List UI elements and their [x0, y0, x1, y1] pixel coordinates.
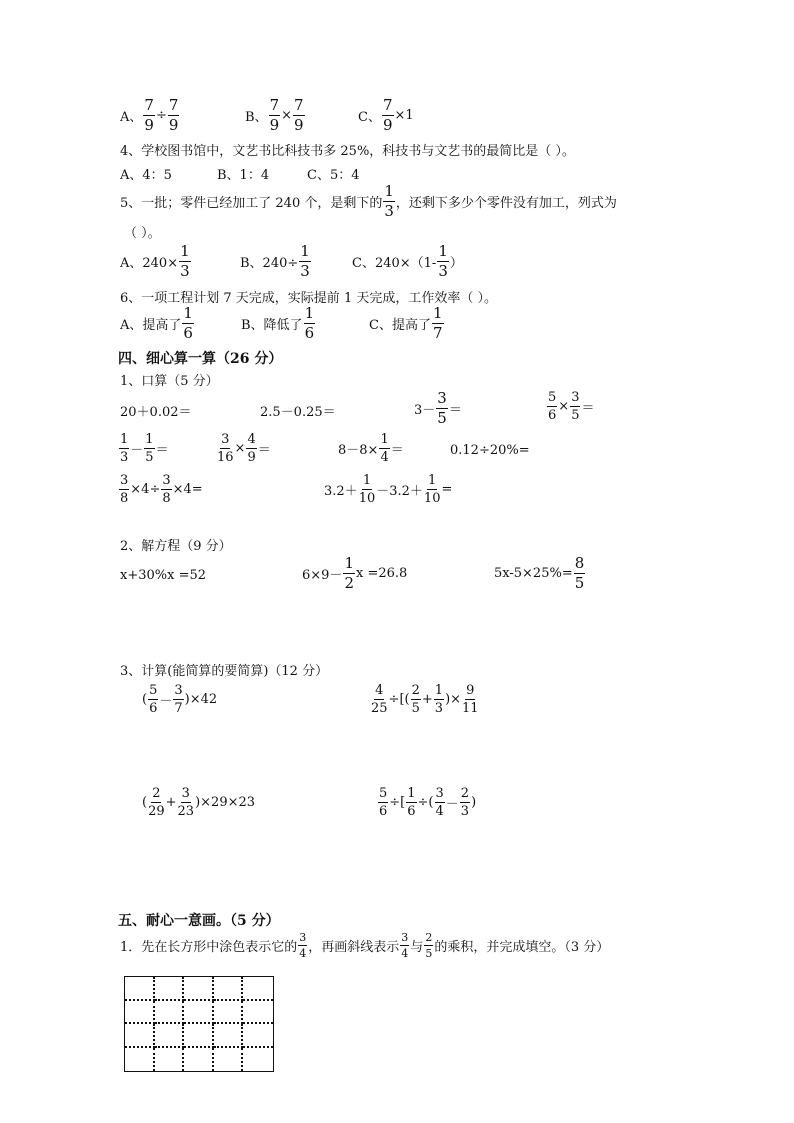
expr-text: ) — [471, 795, 477, 810]
q6-option-b — [241, 306, 316, 341]
expr-text: －3.2＋ — [376, 484, 423, 499]
operator: × — [234, 441, 246, 456]
operator: + — [421, 692, 433, 707]
fraction: $\frac{5}{6}$ — [149, 683, 158, 716]
section-5-title: 五、耐心一意画。（5 分） — [118, 913, 280, 929]
oral-item-3 — [414, 391, 462, 426]
expr-text: ＝ — [257, 443, 271, 458]
q6-option-c — [369, 306, 445, 341]
fraction: $\frac{3}{4}$ — [435, 786, 444, 819]
fraction: $\frac{2}{5}$ — [411, 683, 420, 716]
q5-option-a — [120, 244, 192, 279]
expr-text: 3－ — [414, 403, 436, 418]
expr-text: ×4÷ — [130, 482, 161, 497]
expr-text: ( — [142, 795, 148, 810]
grid-cell[interactable] — [155, 1048, 185, 1072]
q5-text: ，还剩下多少个零件没有加工，列式为 — [395, 196, 617, 211]
expr-text: ÷[ — [389, 795, 406, 810]
fraction: $\frac{1}{3}$ — [384, 182, 394, 220]
oral-item-10 — [324, 474, 452, 505]
grid-cell[interactable] — [184, 1048, 214, 1072]
q3-option-b — [245, 98, 306, 133]
fraction: $\frac{1}{5}$ — [145, 432, 154, 465]
option-b-label: B、 — [245, 110, 268, 125]
fraction: $\frac{1}{6}$ — [183, 304, 193, 342]
expr-text: 6×9－ — [302, 568, 343, 583]
equation-1: x+30%x =52 — [120, 568, 207, 583]
expr-text: ( — [142, 692, 148, 707]
q4-option-b: B、1：4 — [217, 168, 270, 183]
q-text: 1．先在长方形中涂色表示它的 — [120, 940, 298, 955]
fraction: $\frac{7}{9}$ — [144, 96, 154, 134]
expr-text: 5x-5×25%= — [494, 566, 573, 581]
expression-tail: ×1 — [394, 108, 414, 123]
expr-text: )×29×23 — [195, 795, 256, 810]
option-c-label: C、 — [358, 110, 381, 125]
grid-cell[interactable] — [214, 1024, 244, 1048]
fraction: $\frac{1}{10}$ — [358, 473, 376, 506]
oral-item-5 — [118, 433, 169, 464]
q5-text: 5、一批；零件已经加工了 240 个，是剩下的 — [120, 196, 383, 211]
expr-text: ÷( — [417, 795, 434, 810]
grid-cell[interactable] — [243, 1024, 273, 1048]
operator: × — [558, 399, 570, 414]
fraction: $\frac{7}{9}$ — [294, 96, 304, 134]
q3-option-c — [358, 98, 414, 133]
expr-text: x =26.8 — [355, 566, 408, 581]
grid-cell[interactable] — [155, 977, 185, 1001]
equation-3 — [494, 556, 586, 591]
grid-cell[interactable] — [214, 1001, 244, 1025]
q6-option-a — [120, 306, 195, 341]
oral-item-1: 20＋0.02＝ — [120, 405, 192, 420]
grid-cell[interactable] — [155, 1001, 185, 1025]
fraction: $\frac{3}{5}$ — [571, 390, 580, 423]
expr-text: ×4= — [172, 482, 203, 497]
operator: － — [130, 443, 144, 458]
question-5 — [120, 184, 617, 219]
fraction: $\frac{3}{16}$ — [217, 432, 234, 465]
fraction: $\frac{8}{5}$ — [574, 554, 585, 592]
equation-title: 2、解方程（9 分） — [120, 539, 232, 554]
grid-cell[interactable] — [214, 1048, 244, 1072]
q4-option-a: A、4：5 — [120, 168, 172, 183]
fraction: $\frac{3}{8}$ — [162, 473, 171, 506]
option-text: B、240÷ — [240, 256, 299, 271]
fraction: $\frac{2}{29}$ — [148, 786, 165, 819]
grid-cell[interactable] — [125, 1048, 155, 1072]
fraction: $\frac{1}{10}$ — [423, 473, 441, 506]
expr-text: 8－8× — [338, 443, 379, 458]
fraction: $\frac{1}{3}$ — [300, 242, 310, 280]
option-text: A、240× — [120, 256, 179, 271]
oral-item-8: 0.12÷20%= — [450, 443, 530, 458]
fraction: $\frac{3}{4}$ — [299, 931, 307, 960]
fraction: $\frac{1}{3}$ — [438, 242, 448, 280]
grid-cell[interactable] — [125, 1024, 155, 1048]
oral-item-7 — [338, 433, 404, 464]
option-a-label: A、 — [120, 110, 143, 125]
calc-item-2 — [370, 684, 480, 715]
operator: － — [159, 694, 173, 709]
option-text: ） — [449, 256, 463, 271]
expr-text: = — [441, 482, 453, 497]
grid-cell[interactable] — [125, 977, 155, 1001]
grid-cell[interactable] — [155, 1024, 185, 1048]
question-6: 6、一项工程计划 7 天完成，实际提前 1 天完成，工作效率（ ）。 — [120, 291, 497, 306]
equation-2 — [302, 556, 407, 591]
grid-cell[interactable] — [184, 1024, 214, 1048]
fraction: $\frac{7}{9}$ — [269, 96, 280, 134]
fraction: $\frac{7}{9}$ — [382, 96, 393, 134]
option-text: A、提高了 — [120, 318, 182, 333]
q3-options — [120, 98, 180, 133]
q5-answer-blank: （ ）。 — [124, 226, 161, 241]
grid-cell[interactable] — [243, 977, 273, 1001]
oral-item-6 — [216, 433, 271, 464]
expr-text: ÷[( — [388, 692, 410, 707]
fraction: $\frac{3}{4}$ — [401, 931, 409, 960]
q5-option-b — [240, 244, 312, 279]
fraction: $\frac{4}{9}$ — [247, 432, 256, 465]
fraction: $\frac{1}{4}$ — [380, 432, 389, 465]
grid-cell[interactable] — [184, 977, 214, 1001]
grid-cells[interactable] — [125, 977, 273, 1071]
question-4: 4、学校图书馆中，文艺书比科技书多 25%，科技书与文艺书的最简比是（ ）。 — [120, 144, 575, 159]
fraction: $\frac{3}{23}$ — [177, 786, 195, 819]
expr-text: )× — [445, 692, 462, 707]
calc-item-4 — [377, 787, 476, 818]
grid-cell[interactable] — [243, 1048, 273, 1072]
expr-text: ＝ — [155, 443, 169, 458]
section-4-title: 四、细心算一算（26 分） — [118, 351, 283, 367]
operator: ÷ — [155, 108, 167, 123]
fraction: $\frac{1}{3}$ — [180, 242, 190, 280]
fraction: $\frac{3}{5}$ — [437, 389, 447, 427]
grid-cell[interactable] — [214, 977, 244, 1001]
fraction: $\frac{5}{6}$ — [548, 390, 557, 423]
calc-item-3 — [142, 787, 255, 818]
q-text: ，再画斜线表示 — [308, 940, 400, 955]
calc-item-1 — [142, 684, 217, 715]
expr-text: ＝ — [581, 401, 595, 416]
q5-option-c — [352, 244, 463, 279]
oral-calc-title: 1、口算（5 分） — [120, 374, 219, 389]
expr-text: 3.2＋ — [324, 484, 358, 499]
grid-cell[interactable] — [243, 1001, 273, 1025]
fraction: $\frac{7}{9}$ — [168, 96, 179, 134]
expr-text: ＝ — [390, 443, 404, 458]
option-text: C、240×（1- — [352, 256, 437, 271]
drawing-rectangle-grid[interactable] — [124, 976, 274, 1072]
oral-item-9 — [118, 474, 203, 505]
option-text: B、降低了 — [241, 318, 303, 333]
oral-item-2: 2.5－0.25＝ — [260, 405, 336, 420]
operator: × — [281, 108, 293, 123]
fraction: $\frac{3}{8}$ — [120, 473, 129, 506]
fraction: $\frac{2}{5}$ — [425, 931, 433, 960]
oral-item-4 — [546, 391, 594, 422]
section-5-question-1 — [120, 932, 609, 959]
grid-cell[interactable] — [184, 1001, 214, 1025]
fraction: $\frac{3}{7}$ — [174, 683, 183, 716]
q-text: 的乘积，并完成填空。（3 分） — [434, 940, 610, 955]
operator: － — [445, 797, 459, 812]
fraction: $\frac{9}{11}$ — [462, 683, 479, 716]
operator: + — [165, 795, 177, 810]
grid-cell[interactable] — [125, 1001, 155, 1025]
expr-text: )×42 — [184, 692, 218, 707]
fraction: $\frac{5}{6}$ — [379, 786, 388, 819]
fraction: $\frac{1}{6}$ — [407, 786, 416, 819]
calc-title: 3、计算(能简算的要简算)（12 分） — [120, 664, 329, 679]
fraction: $\frac{4}{25}$ — [371, 683, 388, 716]
fraction: $\frac{1}{2}$ — [344, 554, 354, 592]
fraction: $\frac{1}{3}$ — [434, 683, 444, 716]
option-text: C、提高了 — [369, 318, 431, 333]
q-text: 与 — [410, 940, 424, 955]
fraction: $\frac{1}{6}$ — [304, 304, 315, 342]
fraction: $\frac{1}{3}$ — [120, 432, 129, 465]
fraction: $\frac{1}{7}$ — [432, 304, 443, 342]
expr-text: ＝ — [448, 403, 462, 418]
fraction: $\frac{2}{3}$ — [460, 786, 470, 819]
q4-option-c: C、5：4 — [307, 168, 360, 183]
